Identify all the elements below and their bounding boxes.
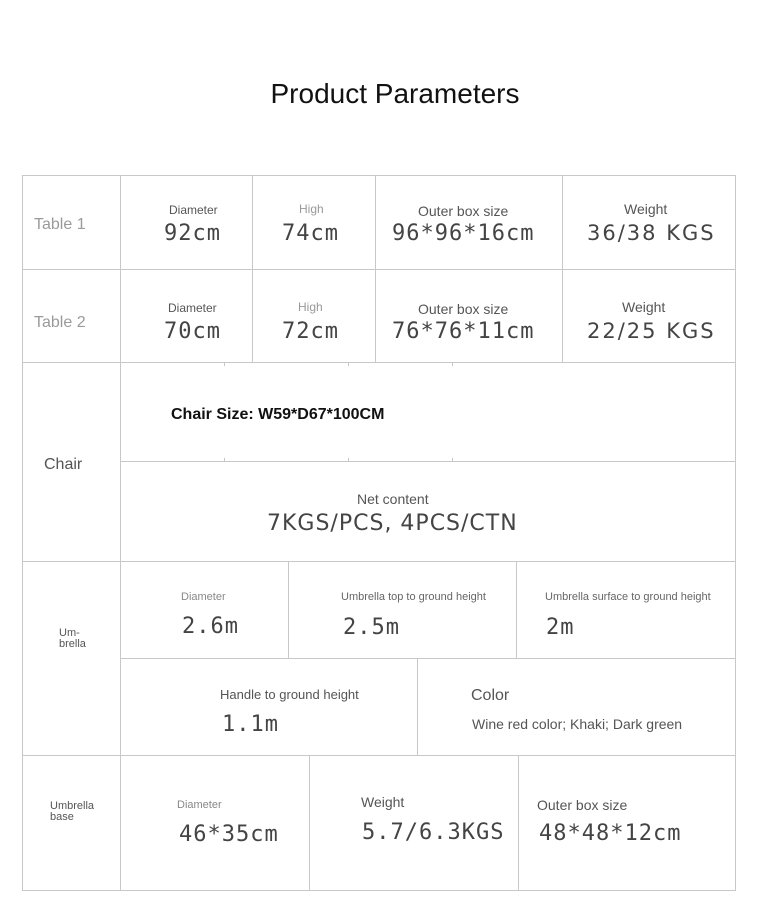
tick-mark — [348, 458, 349, 462]
row-label-table-1: Table 1 — [34, 216, 86, 233]
table-1-high-label: High — [299, 202, 324, 216]
umbrella-surface-label: Umbrella surface to ground height — [545, 591, 711, 603]
table-1-weight-value: 36/38 KGS — [587, 221, 716, 245]
umbrella-color-label: Color — [471, 687, 510, 704]
umbrella-top-value: 2.5m — [343, 615, 400, 640]
umbrella-top-label: Umbrella top to ground height — [341, 591, 486, 603]
table-2-high-value: 72cm — [282, 319, 339, 344]
tick-mark — [452, 458, 453, 462]
tick-mark — [452, 362, 453, 366]
table-1-box-label: Outer box size — [418, 203, 509, 219]
umbrella-handle-value: 1.1m — [222, 712, 279, 737]
base-box-value: 48*48*12cm — [539, 821, 682, 846]
column-divider — [518, 755, 519, 891]
row-divider — [22, 269, 736, 270]
page-title: Product Parameters — [270, 78, 520, 109]
row-label-table-2: Table 2 — [34, 314, 86, 331]
row-label-umbrella-line-2: brella — [59, 638, 86, 650]
umbrella-diameter-label: Diameter — [181, 591, 226, 603]
table-2-box-label: Outer box size — [418, 301, 509, 317]
column-divider — [309, 755, 310, 891]
umbrella-handle-label: Handle to ground height — [220, 687, 359, 702]
row-label-chair: Chair — [44, 456, 83, 473]
table-1-high-value: 74cm — [282, 221, 339, 246]
base-diameter-value: 46*35cm — [179, 822, 279, 847]
row-divider — [22, 362, 736, 363]
column-divider — [417, 658, 418, 755]
base-weight-value: 5.7/6.3KGS — [362, 820, 505, 845]
table-2-box-value: 76*76*11cm — [392, 319, 535, 344]
row-divider — [120, 658, 736, 659]
column-divider — [120, 175, 121, 891]
base-weight-label: Weight — [361, 794, 405, 810]
table-2-high-label: High — [298, 300, 323, 314]
row-divider — [22, 755, 736, 756]
table-1-box-value: 96*96*16cm — [392, 221, 535, 246]
base-diameter-label: Diameter — [177, 799, 222, 811]
column-divider — [252, 175, 253, 362]
row-label-umbrella-base — [50, 801, 94, 823]
chair-size: Chair Size: W59*D67*100CM — [171, 406, 385, 423]
table-1-diameter-label: Diameter — [169, 203, 218, 217]
umbrella-surface-value: 2m — [546, 615, 575, 640]
row-divider — [120, 461, 736, 462]
chair-net-value: 7KGS/PCS, 4PCS/CTN — [267, 511, 518, 536]
tick-mark — [348, 362, 349, 366]
table-2-diameter-label: Diameter — [168, 301, 217, 315]
column-divider — [516, 561, 517, 658]
table-1-diameter-value: 92cm — [164, 221, 221, 246]
tick-mark — [224, 362, 225, 366]
table-2-weight-label: Weight — [622, 299, 666, 315]
table-1-weight-label: Weight — [624, 201, 668, 217]
table-2-weight-value: 22/25 KGS — [587, 319, 716, 343]
base-box-label: Outer box size — [537, 797, 628, 813]
column-divider — [288, 561, 289, 658]
column-divider — [562, 175, 563, 362]
umbrella-diameter-value: 2.6m — [182, 614, 239, 639]
column-divider — [375, 175, 376, 362]
row-label-umbrella-base-line-1: Umbrella — [50, 800, 95, 812]
row-label-umbrella-base-line-2: base — [50, 811, 74, 823]
tick-mark — [224, 458, 225, 462]
chair-net-label: Net content — [357, 491, 429, 507]
umbrella-color-value: Wine red color; Khaki; Dark green — [472, 716, 683, 732]
row-label-umbrella-line-1: Um- — [59, 627, 80, 639]
table-2-diameter-value: 70cm — [164, 319, 221, 344]
row-divider — [22, 561, 736, 562]
row-label-umbrella — [59, 628, 86, 650]
